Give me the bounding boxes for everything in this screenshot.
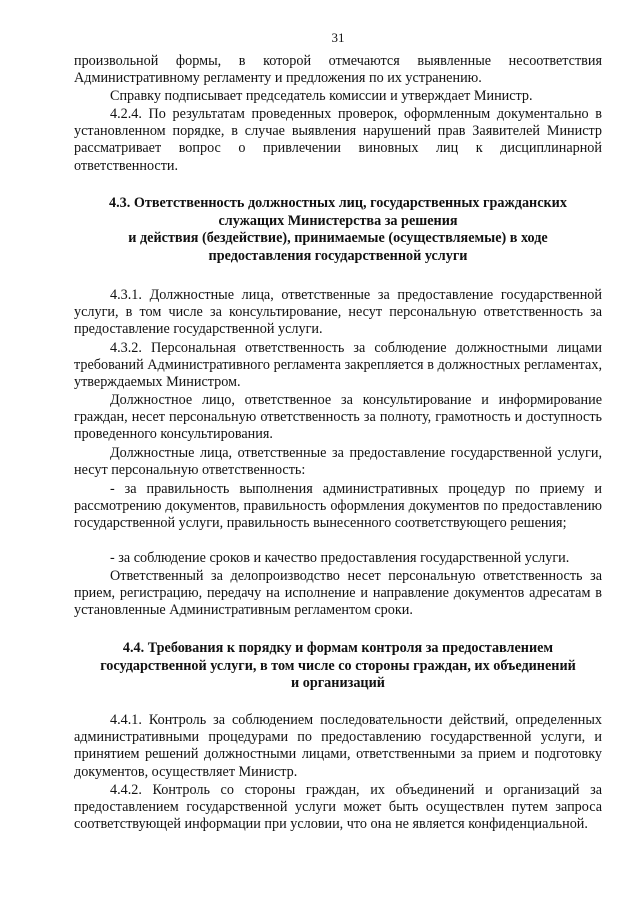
heading-line: служащих Министерства за решения [218,212,458,229]
paragraph-consulting-officer: Должностное лицо, ответственное за консультирование и информирование граждан, несет персональную ответственность за полноту, грамотность и доступность проведенного консультирования. [74,392,602,443]
list-item-deadlines: - за соблюдение сроков и качество предоставления государственной услуги. [110,550,570,566]
paragraph-4-3-1: 4.3.1. Должностные лица, ответственные за предоставление государственной услуги, в том числе за консультирование, несут персональную ответственность за предоставление государственной услуги. [74,287,602,338]
paragraph-4-4-1: 4.4.1. Контроль за соблюдением последовательности действий, определенных административными процедурами по предоставлению государственной услуги, и принятием решений должностными лицами, ответственными за прием и подготовку документов, осуществляет Министр. [74,712,602,780]
heading-line: 4.3. Ответственность должностных лиц, государственных гражданских [109,195,567,211]
heading-line: и организаций [291,675,385,691]
paragraph-4-4-2: 4.4.2. Контроль со стороны граждан, их объединений и организаций за предоставлением государственной услуги может быть осуществлен путем запроса соответствующей информации при условии, что она не является конфиденциальной. [74,782,602,833]
page-number: 31 [331,30,345,45]
list-item-procedures: - за правильность выполнения административных процедур по приему и рассмотрению документов, правильность оформления документов по предоставлению государственной услуги, правильность вынесенного соответствующего решения; [74,481,602,532]
heading-line: и действия (бездействие), принимаемые (осуществляемые) в ходе [128,230,548,246]
heading-line: 4.4. Требования к порядку и формам контроля за предоставлением [122,640,554,656]
paragraph-responsible-officials: Должностные лица, ответственные за предоставление государственной услуги, несут персональную ответственность: [74,445,602,479]
section-heading-4-4 [74,640,602,693]
heading-line: предоставления государственной услуги [208,247,468,264]
paragraph-records-officer: Ответственный за делопроизводство несет персональную ответственность за прием, регистрацию, передачу на исполнение и направление документов адресатам в установленные Административным регламентом сроки. [74,568,602,619]
heading-line: государственной услуги, в том числе со стороны граждан, их объединений [100,657,576,674]
paragraph-4-2-4: 4.2.4. По результатам проведенных проверок, оформленным документально в установленном порядке, в случае выявления нарушений прав Заявителей Министр рассматривает вопрос о привлечении виновных лиц к дисциплинарной ответственности. [74,106,602,174]
paragraph-form-note: произвольной формы, в которой отмечаются выявленные несоответствия Административному регламенту и предложения по их устранению. [74,53,602,87]
paragraph-4-3-2: 4.3.2. Персональная ответственность за соблюдение должностными лицами требований Административного регламента закрепляется в должностных регламентах, утверждаемых Министром. [74,340,602,391]
section-heading-4-3 [74,195,602,265]
paragraph-certificate: Справку подписывает председатель комиссии и утверждает Министр. [110,88,533,104]
